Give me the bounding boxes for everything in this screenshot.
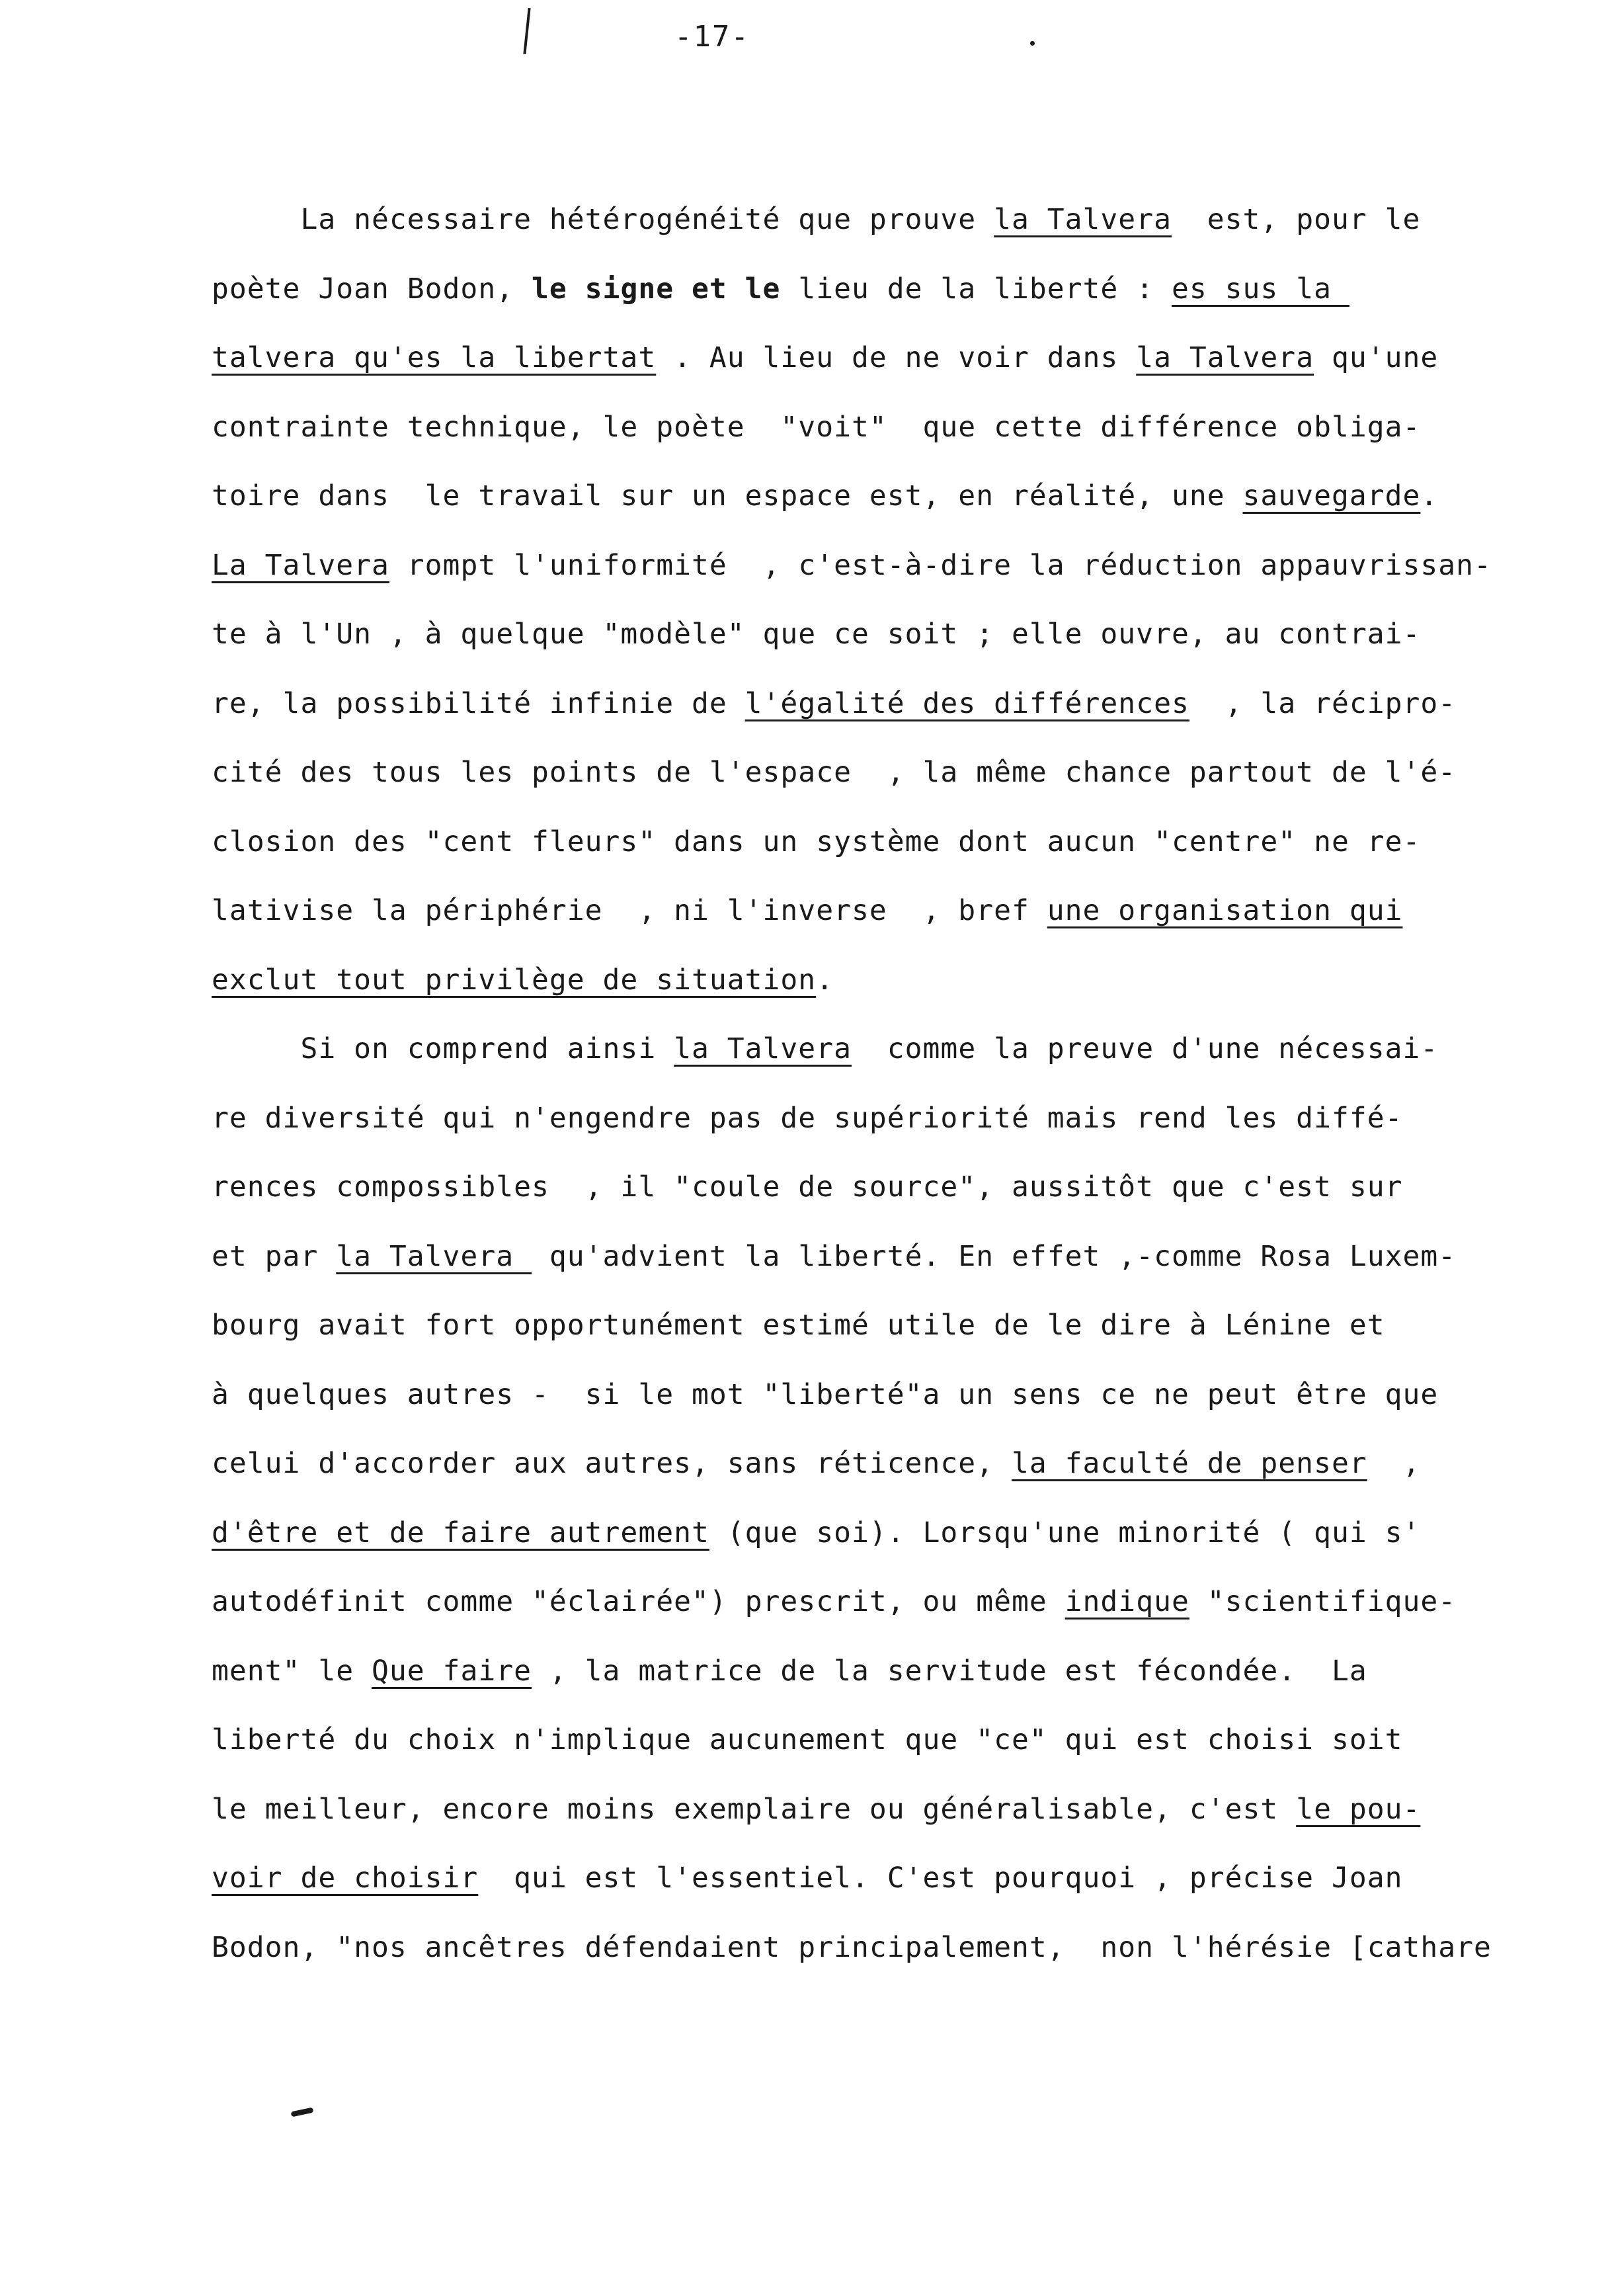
text-segment: re diversité qui n'engendre pas de supériorité mais rend les diffé- (212, 1101, 1403, 1135)
underlined-text: une organisation qui (1047, 894, 1403, 927)
text-segment: rompt l'uniformité , c'est-à-dire la réduction appauvrissan- (389, 548, 1492, 582)
text-segment: le meilleur, encore moins exemplaire ou généralisable, c'est (212, 1792, 1297, 1826)
margin-mark (523, 8, 530, 54)
text-segment: Bodon, "nos ancêtres défendaient principalement, non l'hérésie [cathare (212, 1930, 1492, 1964)
text-segment: poète Joan Bodon, (212, 272, 532, 306)
underlined-text: la Talvera (1136, 341, 1314, 374)
text-segment: toire dans le travail sur un espace est, en réalité, une (212, 479, 1243, 512)
text-line (212, 1014, 1567, 1084)
underlined-text: voir de choisir (212, 1862, 479, 1895)
text-segment: qu'une (1314, 341, 1439, 374)
text-line (212, 1637, 1567, 1706)
margin-mark (1030, 41, 1035, 46)
text-line (212, 738, 1567, 807)
text-segment: liberté du choix n'implique aucunement que "ce" qui est choisi soit (212, 1723, 1403, 1756)
text-line (212, 1498, 1567, 1568)
text-segment: autodéfinit comme "éclairée") prescrit, ou même (212, 1585, 1065, 1618)
text-line (212, 255, 1567, 324)
text-line (212, 1844, 1567, 1913)
text-segment: rences compossibles , il "coule de source", aussitôt que c'est sur (212, 1170, 1403, 1204)
text-line (212, 1084, 1567, 1153)
text-segment: . Au lieu de ne voir dans (656, 341, 1137, 374)
text-line (212, 1222, 1567, 1292)
underlined-text: d'être et de faire autrement (212, 1516, 709, 1549)
text-segment: et par (212, 1239, 337, 1273)
text-segment: cité des tous les points de l'espace , la même chance partout de l'é- (212, 756, 1457, 789)
underlined-text: sauvegarde (1242, 479, 1421, 512)
text-segment: est, pour le (1171, 203, 1421, 236)
underlined-text: la Talvera (994, 203, 1172, 236)
underlined-text: la faculté de penser (1011, 1447, 1367, 1480)
text-segment: "scientifique- (1189, 1585, 1457, 1618)
text-line (212, 807, 1567, 877)
text-line (212, 876, 1567, 946)
text-segment: comme la preuve d'une nécessai- (851, 1032, 1439, 1065)
text-segment: (que soi). Lorsqu'une minorité ( qui s' (709, 1516, 1421, 1549)
text-segment: Si on comprend ainsi (212, 1032, 674, 1065)
text-line (212, 393, 1567, 462)
underlined-text: exclut tout privilège de situation (212, 963, 817, 997)
text-line (212, 1429, 1567, 1498)
text-line (212, 1360, 1567, 1430)
body-text (212, 185, 1567, 1982)
text-segment: closion des "cent fleurs" dans un système dont aucun "centre" ne re- (212, 825, 1421, 858)
text-line (212, 1291, 1567, 1360)
text-segment: à quelques autres - si le mot "liberté"a un sens ce ne peut être que (212, 1377, 1439, 1411)
underlined-text: indique (1065, 1585, 1189, 1618)
text-segment: contrainte technique, le poète "voit" que cette différence obliga- (212, 410, 1421, 444)
underlined-text: talvera qu'es la libertat (212, 341, 657, 374)
text-segment: , la récipro- (1189, 686, 1457, 720)
text-segment: le signe et le (532, 272, 781, 306)
underlined-text: es sus la (1171, 272, 1349, 306)
text-segment: lieu de la liberté : (780, 272, 1172, 306)
text-line (212, 531, 1567, 600)
text-segment: , (1367, 1447, 1421, 1480)
text-segment: re, la possibilité infinie de (212, 686, 745, 720)
text-segment: qui est l'essentiel. C'est pourquoi , précise Joan (478, 1862, 1403, 1895)
underlined-text: la Talvera (336, 1239, 532, 1273)
text-line (212, 1913, 1567, 1983)
text-segment: . (816, 963, 834, 997)
text-segment: celui d'accorder aux autres, sans réticence, (212, 1447, 1012, 1480)
text-segment: La nécessaire hétérogénéité que prouve (212, 203, 994, 236)
text-line (212, 1775, 1567, 1844)
text-segment: lativise la périphérie , ni l'inverse , bref (212, 894, 1047, 927)
text-line (212, 323, 1567, 393)
text-segment: bourg avait fort opportunément estimé utile de le dire à Lénine et (212, 1309, 1385, 1342)
text-segment: qu'advient la liberté. En effet ,-comme Rosa Luxem- (532, 1239, 1457, 1273)
text-line (212, 1153, 1567, 1222)
underlined-text: la Talvera (674, 1032, 852, 1065)
text-segment: . (1420, 479, 1439, 512)
text-segment: ment" le (212, 1654, 372, 1688)
underlined-text: La Talvera (212, 548, 389, 582)
underlined-text: le pou- (1296, 1792, 1421, 1826)
margin-mark (291, 2108, 314, 2117)
text-line (212, 1567, 1567, 1637)
text-line (212, 185, 1567, 255)
page-number: -17- (674, 20, 750, 54)
text-segment: , la matrice de la servitude est fécondée. La (532, 1654, 1367, 1688)
text-line (212, 1705, 1567, 1775)
text-line (212, 462, 1567, 531)
text-line (212, 669, 1567, 739)
text-line (212, 600, 1567, 669)
text-line (212, 946, 1567, 1015)
underlined-text: Que faire (372, 1654, 532, 1688)
text-segment: te à l'Un , à quelque "modèle" que ce soit ; elle ouvre, au contrai- (212, 618, 1421, 651)
underlined-text: l'égalité des différences (744, 686, 1189, 720)
